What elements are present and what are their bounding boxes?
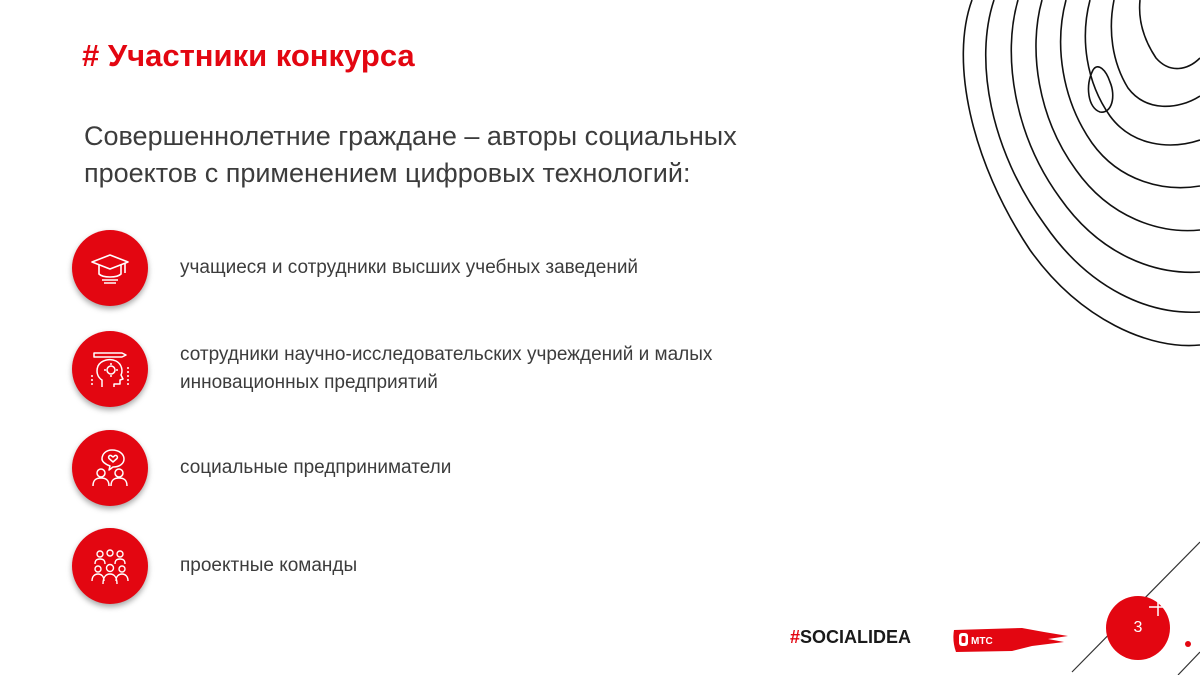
icon-circle — [72, 331, 148, 407]
list-item-label: сотрудники научно-исследовательских учреждений и малых инновационных предприятий — [180, 344, 713, 393]
list-item-label: социальные предприниматели — [180, 457, 452, 478]
page-number: 3 — [1133, 619, 1143, 636]
hashtag-text: SOCIALIDEA — [800, 627, 912, 647]
plus-icon — [1148, 597, 1168, 617]
list-item-entrepreneurs — [72, 430, 832, 506]
graduation-cap-icon — [88, 246, 132, 290]
slide-subtitle: Совершеннолетние граждане – авторы социальных проектов с применением цифровых технологий: — [84, 121, 737, 188]
people-heart-icon — [88, 446, 132, 490]
accent-dot — [1185, 641, 1191, 647]
slide-title: # Участники конкурса — [82, 38, 415, 73]
list-item-label: учащиеся и сотрудники высших учебных заведений — [180, 257, 639, 278]
hashtag-socialidea — [790, 627, 911, 648]
head-gear-icon — [88, 347, 132, 391]
list-item-teams — [72, 528, 832, 604]
list-item-students — [72, 230, 832, 306]
mts-logo — [952, 624, 1070, 654]
icon-circle — [72, 528, 148, 604]
hashtag-symbol: # — [790, 627, 801, 647]
contour-lines-decoration — [960, 0, 1200, 360]
list-item-label: проектные команды — [180, 555, 358, 576]
icon-circle — [72, 230, 148, 306]
icon-circle — [72, 430, 148, 506]
brand-label: МТС — [971, 636, 993, 647]
team-icon — [88, 544, 132, 588]
list-item-researchers — [72, 331, 832, 407]
